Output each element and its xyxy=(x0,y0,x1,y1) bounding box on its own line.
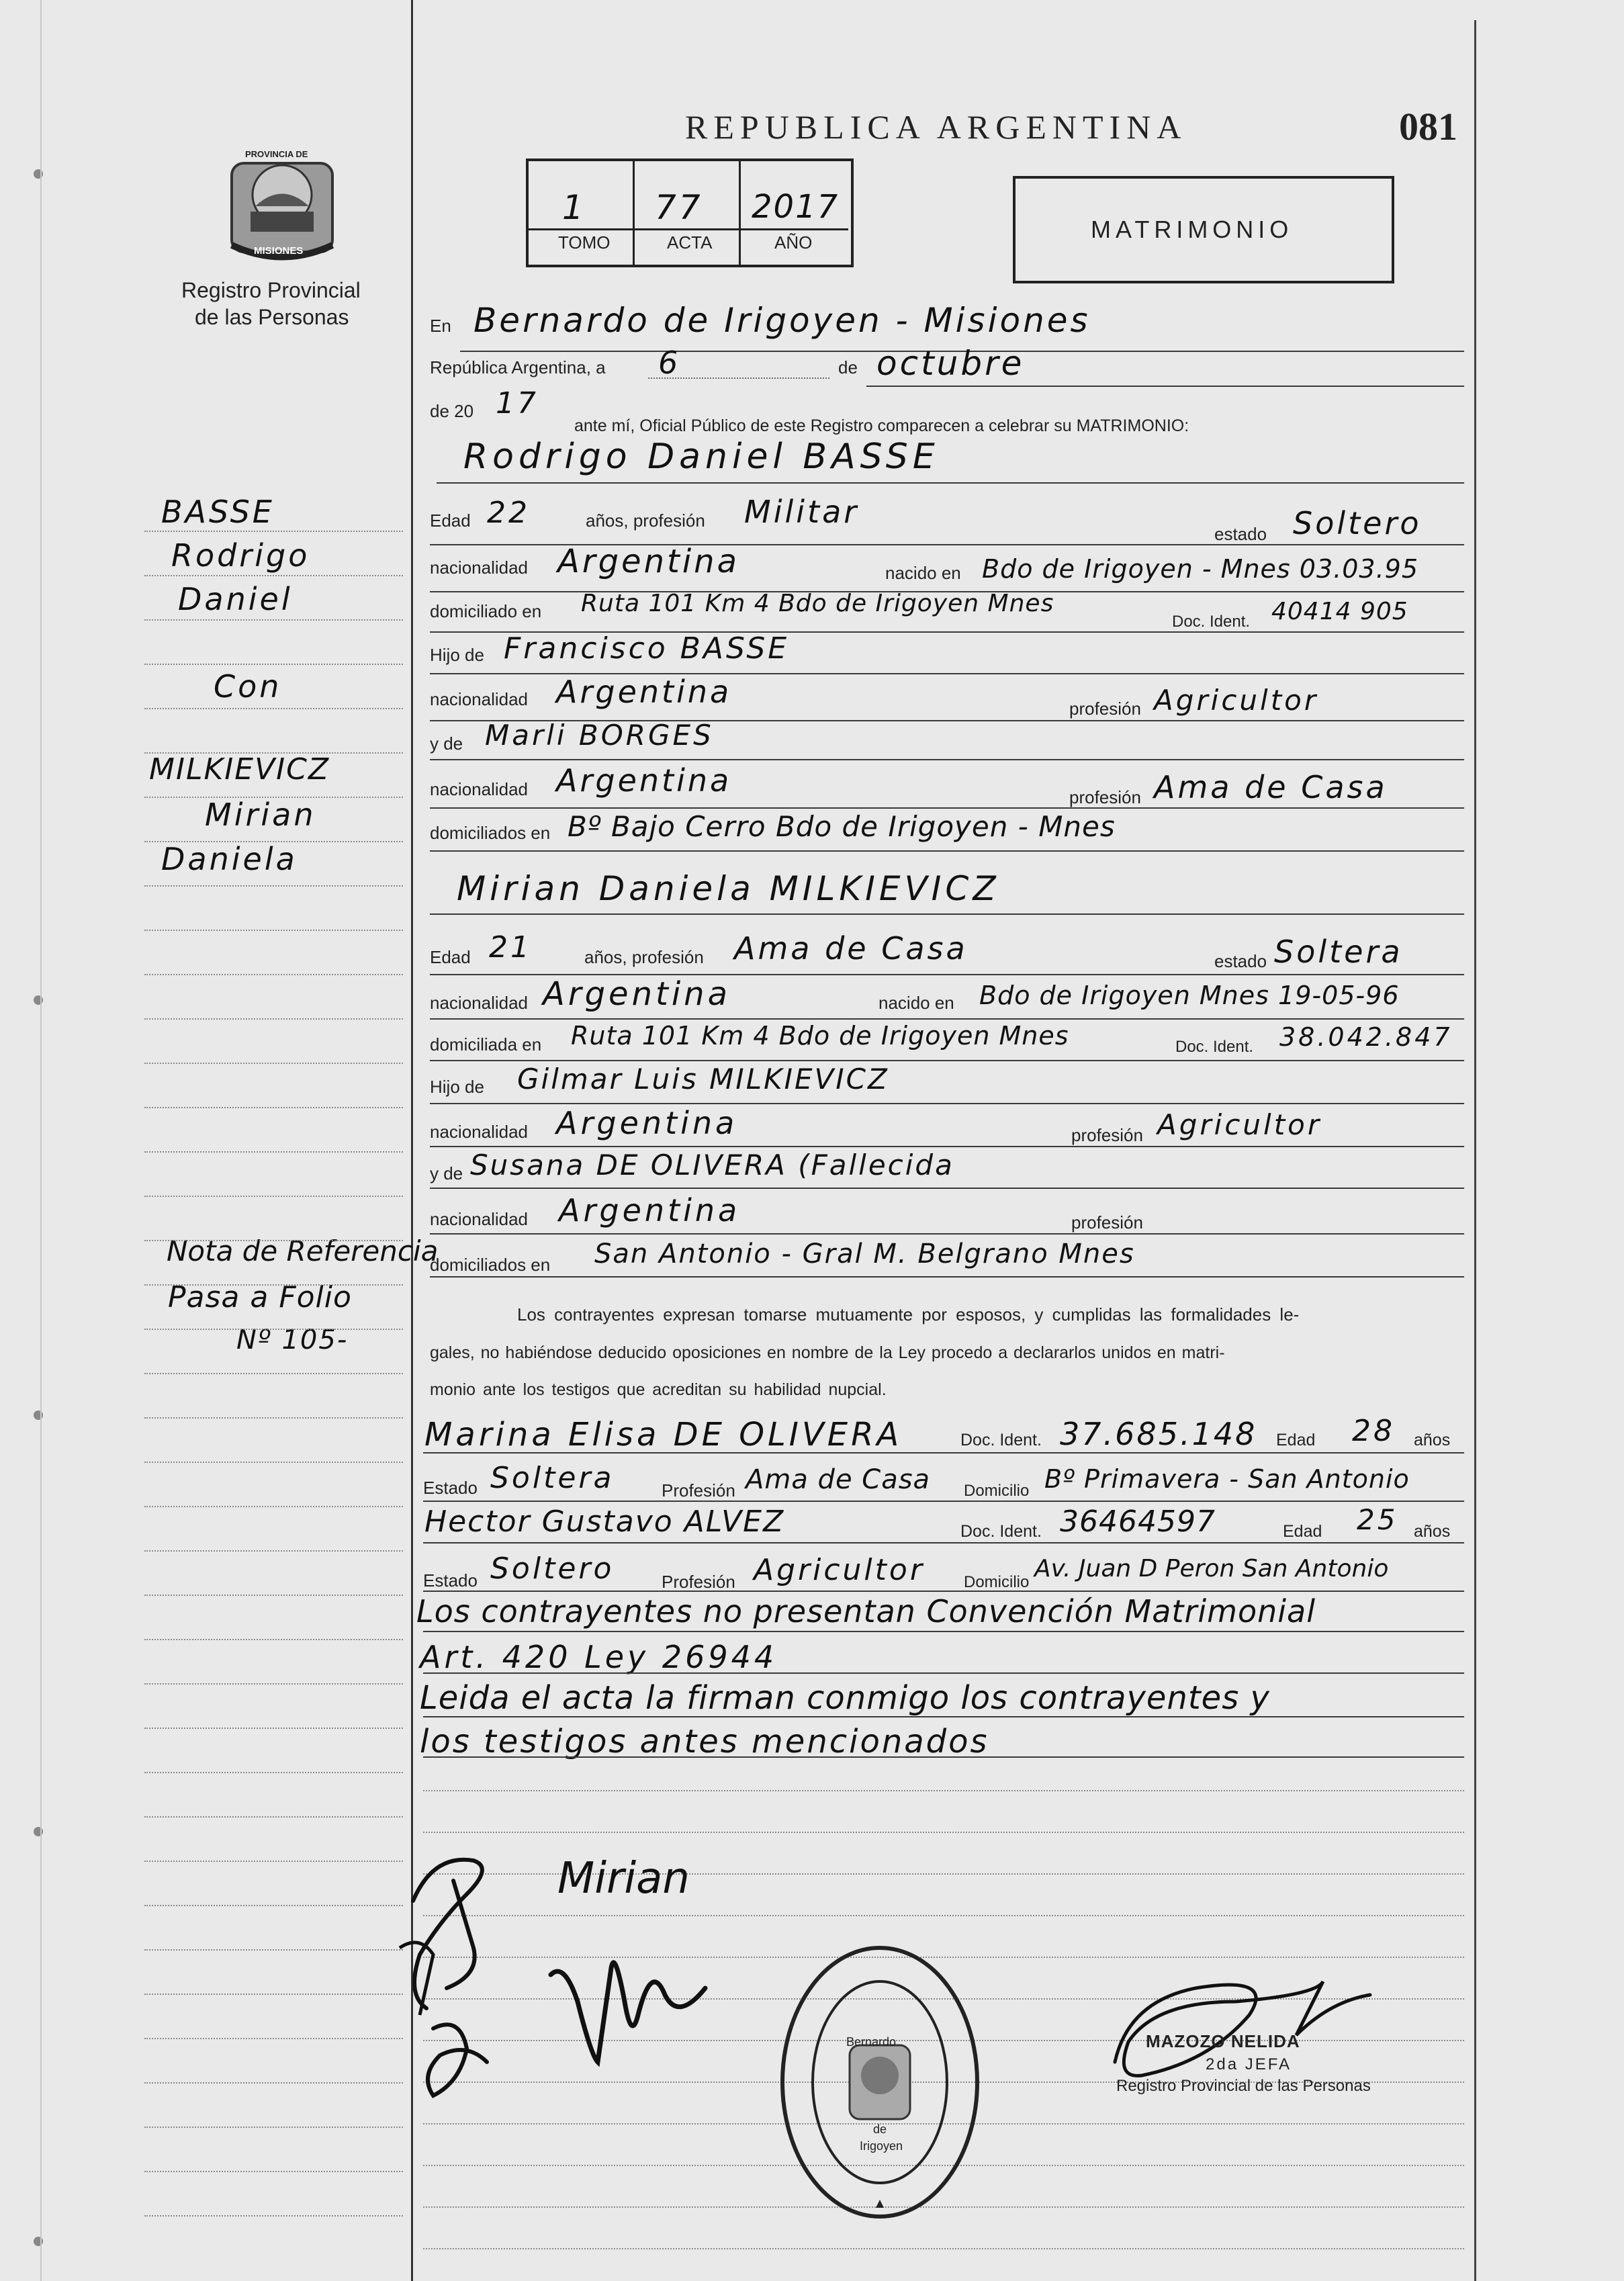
book-reference-box xyxy=(526,159,854,267)
margin-name-3: Daniel xyxy=(178,581,293,617)
margin-rule-line xyxy=(144,1417,403,1419)
acta-label: ACTA xyxy=(667,232,713,253)
margin-rule-line xyxy=(144,1151,403,1153)
margin-rule-line xyxy=(144,1063,403,1064)
rule-line xyxy=(648,377,829,379)
note-line-4: los testigos antes mencionados xyxy=(420,1723,989,1760)
groom-domicile: Ruta 101 Km 4 Bdo de Irigoyen Mnes xyxy=(581,590,1054,617)
lower-rule-line xyxy=(423,2248,1464,2249)
margin-rule-line xyxy=(144,885,403,887)
intro-day: 6 xyxy=(658,345,681,381)
groom-mother: Marli BORGES xyxy=(485,719,714,752)
witness-2-age: 25 xyxy=(1357,1503,1398,1536)
record-type: MATRIMONIO xyxy=(1091,216,1294,243)
declaration-line-1: Los contrayentes expresan tomarse mutuamente por esposos, y cumplidas las formalidades le- xyxy=(517,1304,1300,1325)
rule-line xyxy=(423,1591,1464,1592)
bride-nationality: Argentina xyxy=(543,975,731,1013)
country-title: REPUBLICA ARGENTINA xyxy=(685,108,1187,146)
bride-mother-prof-label: profesión xyxy=(1071,1212,1143,1233)
margin-rule-line xyxy=(144,1196,403,1197)
margin-rule-line xyxy=(144,708,403,709)
margin-rule-line xyxy=(144,1728,403,1729)
margin-rule-line xyxy=(144,1107,403,1108)
page-fold-shadow xyxy=(40,0,42,2281)
bride-nat-label: nacionalidad xyxy=(430,993,529,1013)
bride-father-nat-label: nacionalidad xyxy=(430,1122,529,1142)
anio-value: 2017 xyxy=(752,188,840,226)
rule-line xyxy=(423,1716,1464,1717)
witness-2-years-label: años xyxy=(1414,1522,1451,1541)
witness-1-status: Soltera xyxy=(490,1461,615,1495)
witness-2-age-label: Edad xyxy=(1283,1522,1322,1541)
stamp-inner-line-3: Irigoyen xyxy=(860,2139,903,2153)
witness-1-doc-label: Doc. Ident. xyxy=(960,1431,1042,1449)
official-office: Registro Provincial de las Personas xyxy=(1116,2077,1371,2095)
note-line-3: Leida el acta la firman conmigo los contrayentes y xyxy=(420,1679,1270,1717)
margin-name-2: Rodrigo xyxy=(171,537,310,574)
intro-statement: ante mí, Oficial Público de este Registro comparecen a celebrar su MATRIMONIO: xyxy=(574,416,1189,435)
witness-1-prof: Ama de Casa xyxy=(746,1464,931,1495)
intro-de-label: de xyxy=(838,357,858,377)
margin-rule-line xyxy=(144,1905,403,1906)
groom-doc-label: Doc. Ident. xyxy=(1172,613,1251,631)
bride-signature: Mirian xyxy=(557,1854,690,1904)
margin-name-1: BASSE xyxy=(161,494,275,530)
witness-1-doc: 37.685.148 xyxy=(1060,1416,1257,1452)
groom-father-label: Hijo de xyxy=(430,645,484,665)
rule-line xyxy=(430,850,1464,852)
rule-line xyxy=(430,1060,1464,1061)
margin-rule-line xyxy=(144,1329,403,1330)
groom-status-label: estado xyxy=(1214,524,1267,544)
bride-age: 21 xyxy=(489,930,532,965)
margin-rule-line xyxy=(144,1994,403,1995)
margin-rule-line xyxy=(144,1550,403,1552)
groom-nat-label: nacionalidad xyxy=(430,557,529,578)
bride-mother-label: y de xyxy=(430,1163,463,1183)
groom-mother-nat: Argentina xyxy=(556,762,732,799)
groom-father-prof-label: profesión xyxy=(1069,699,1141,719)
margin-name-6: Daniela xyxy=(161,841,298,877)
groom-age-label: Edad xyxy=(430,510,471,531)
margin-rule-line xyxy=(144,1462,403,1463)
margin-rule-line xyxy=(144,1284,403,1286)
witness-2-status: Soltero xyxy=(490,1552,615,1586)
margin-rule-line xyxy=(144,2171,403,2172)
rule-line xyxy=(437,482,1464,484)
bride-doc: 38.042.847 xyxy=(1279,1022,1453,1052)
bride-status: Soltera xyxy=(1274,934,1403,970)
bride-domicile-label: domiciliada en xyxy=(430,1034,542,1055)
groom-mother-label: y de xyxy=(430,733,463,754)
groom-mother-prof: Ama de Casa xyxy=(1154,769,1388,805)
margin-rule-line xyxy=(144,2127,403,2128)
rule-line xyxy=(423,1672,1464,1674)
registry-name-1: Registro Provincial xyxy=(181,278,361,302)
declaration-line-2: gales, no habiéndose deducido oposiciones en nombre de la Ley procedo a declararlos unidos en matri- xyxy=(430,1343,1225,1362)
bride-parents-dom-label: domiciliados en xyxy=(430,1255,551,1275)
official-name: MAZOZO NELIDA xyxy=(1146,2031,1300,2051)
witness-1-age-label: Edad xyxy=(1276,1431,1316,1449)
margin-rule-line xyxy=(144,797,403,798)
bride-profession: Ama de Casa xyxy=(734,930,968,967)
rule-line xyxy=(430,1018,1464,1020)
lower-rule-line xyxy=(423,1790,1464,1791)
bride-born-label: nacido en xyxy=(878,993,954,1013)
rule-line xyxy=(423,1756,1464,1758)
note-line-1: Los contrayentes no presentan Convención Matrimonial xyxy=(416,1593,1316,1629)
bride-born: Bdo de Irigoyen Mnes 19-05-96 xyxy=(979,981,1400,1010)
witness-2-prof: Agricultor xyxy=(754,1553,925,1587)
margin-rule-line xyxy=(144,1018,403,1020)
groom-profession: Militar xyxy=(744,494,860,530)
declaration-line-3: monio ante los testigos que acreditan su habilidad nupcial. xyxy=(430,1380,887,1399)
intro-month: octubre xyxy=(876,344,1025,383)
margin-rule-line xyxy=(144,1639,403,1640)
page-number: 081 xyxy=(1399,105,1457,148)
groom-mother-nat-label: nacionalidad xyxy=(430,779,529,799)
bride-domicile: Ruta 101 Km 4 Bdo de Irigoyen Mnes xyxy=(571,1021,1069,1050)
rule-line xyxy=(430,1146,1464,1147)
margin-note-3: Nº 105- xyxy=(236,1325,349,1355)
bride-father-prof: Agricultor xyxy=(1157,1108,1322,1141)
witness-1-dom: Bº Primavera - San Antonio xyxy=(1044,1464,1410,1494)
anio-label: AÑO xyxy=(774,232,813,253)
margin-rule-line xyxy=(144,2038,403,2039)
margin-rule-line xyxy=(144,664,403,665)
bride-mother-nat: Argentina xyxy=(559,1192,741,1228)
margin-rule-line xyxy=(144,974,403,975)
rule-line xyxy=(423,1501,1464,1502)
witness-2-dom-label: Domicilio xyxy=(964,1573,1030,1591)
rule-line xyxy=(866,386,1464,387)
rule-line xyxy=(423,1452,1464,1453)
bride-father-label: Hijo de xyxy=(430,1077,484,1097)
margin-rule-line xyxy=(144,1816,403,1818)
rule-line xyxy=(430,1276,1464,1278)
groom-father: Francisco BASSE xyxy=(504,631,790,666)
anio-cell xyxy=(741,161,848,265)
intro-year-suffix: 17 xyxy=(496,386,539,420)
groom-years-profession-label: años, profesión xyxy=(586,510,705,531)
groom-father-nat-label: nacionalidad xyxy=(430,689,529,709)
margin-note-2: Pasa a Folio xyxy=(168,1280,352,1314)
stamp-inner-line-2: de xyxy=(873,2122,887,2136)
stamp-inner-line-1: Bernardo xyxy=(846,2035,897,2049)
registry-official-stamp xyxy=(772,1934,987,2230)
bride-mother-nat-label: nacionalidad xyxy=(430,1209,529,1229)
witness-2-name: Hector Gustavo ALVEZ xyxy=(424,1505,785,1539)
margin-rule-line xyxy=(144,1861,403,1862)
official-signature xyxy=(1101,1961,1384,2096)
margin-rule-line xyxy=(144,2082,403,2084)
margin-name-5: Mirian xyxy=(205,797,316,833)
margin-rule-line xyxy=(144,619,403,621)
groom-full-name: Rodrigo Daniel BASSE xyxy=(463,437,940,477)
witness-1-name: Marina Elisa DE OLIVERA xyxy=(424,1416,903,1453)
registry-name-2: de las Personas xyxy=(195,305,349,329)
bride-parents-dom: San Antonio - Gral M. Belgrano Mnes xyxy=(594,1239,1135,1269)
margin-note-1: Nota de Referencia xyxy=(167,1235,439,1267)
bride-father: Gilmar Luis MILKIEVICZ xyxy=(517,1063,889,1095)
bride-mother: Susana DE OLIVERA (Fallecida xyxy=(470,1149,954,1181)
seal-bottom-text: MISIONES xyxy=(254,245,304,257)
intro-year-prefix: de 20 xyxy=(430,401,474,421)
witness-2-doc-label: Doc. Ident. xyxy=(960,1522,1042,1541)
groom-father-nat: Argentina xyxy=(556,674,732,710)
note-line-2: Art. 420 Ley 26944 xyxy=(420,1639,778,1675)
margin-rule-line xyxy=(144,752,403,754)
margin-rule-line xyxy=(144,1595,403,1596)
margin-con: Con xyxy=(214,668,282,705)
intro-place: Bernardo de Irigoyen - Misiones xyxy=(473,301,1091,340)
intro-republic-label: República Argentina, a xyxy=(430,357,606,377)
rule-line xyxy=(430,1103,1464,1104)
rule-line xyxy=(430,1233,1464,1235)
witness-2-prof-label: Profesión xyxy=(662,1572,735,1592)
rule-line xyxy=(430,807,1464,809)
lower-rule-line xyxy=(423,1832,1464,1833)
groom-father-prof: Agricultor xyxy=(1154,684,1319,717)
bride-full-name: Mirian Daniela MILKIEVICZ xyxy=(457,869,1000,908)
witness-2-dom: Av. Juan D Peron San Antonio xyxy=(1034,1555,1389,1582)
witness-signature xyxy=(537,1921,725,2082)
margin-rule-line xyxy=(144,531,403,532)
groom-status: Soltero xyxy=(1293,505,1422,541)
bride-years-profession-label: años, profesión xyxy=(584,947,704,967)
official-role: 2da JEFA xyxy=(1206,2055,1292,2073)
witness-2-status-label: Estado xyxy=(423,1570,478,1591)
bride-doc-label: Doc. Ident. xyxy=(1175,1038,1254,1056)
rule-line xyxy=(423,1542,1464,1544)
rule-line xyxy=(430,913,1464,915)
margin-rule-line xyxy=(144,1373,403,1374)
witness-1-dom-label: Domicilio xyxy=(964,1482,1030,1500)
lower-rule-line xyxy=(423,1915,1464,1916)
margin-rule-line xyxy=(144,930,403,931)
witness-1-years-label: años xyxy=(1414,1431,1451,1449)
bride-father-nat: Argentina xyxy=(556,1105,738,1141)
rule-line xyxy=(430,759,1464,760)
witness-1-status-label: Estado xyxy=(423,1478,478,1498)
groom-parents-dom: Bº Bajo Cerro Bdo de Irigoyen - Mnes xyxy=(568,810,1116,843)
groom-doc: 40414 905 xyxy=(1271,598,1408,625)
book-box-divider xyxy=(529,228,848,230)
intro-en-label: En xyxy=(430,316,451,336)
tomo-label: TOMO xyxy=(558,232,611,253)
page-right-edge xyxy=(1474,20,1476,2281)
margin-rule-line xyxy=(144,1772,403,1773)
margin-rule-line xyxy=(144,1506,403,1507)
margin-rule-line xyxy=(144,841,403,842)
margin-rule-line xyxy=(144,575,403,576)
seal-top-text: PROVINCIA DE xyxy=(245,149,308,159)
tomo-value: 1 xyxy=(562,188,586,227)
record-type-box xyxy=(1013,176,1394,283)
acta-value: 77 xyxy=(655,188,703,227)
groom-nationality: Argentina xyxy=(557,543,739,580)
margin-rule-line xyxy=(144,1240,403,1241)
margin-rule-line xyxy=(144,1683,403,1685)
bride-age-label: Edad xyxy=(430,947,471,967)
witness-2-doc: 36464597 xyxy=(1060,1505,1216,1539)
margin-rule-line xyxy=(144,2215,403,2217)
witness-1-prof-label: Profesión xyxy=(662,1480,735,1501)
bride-status-label: estado xyxy=(1214,951,1267,971)
groom-domicile-label: domiciliado en xyxy=(430,601,542,621)
groom-born: Bdo de Irigoyen - Mnes 03.03.95 xyxy=(982,554,1419,584)
acta-cell xyxy=(635,161,741,265)
groom-mother-prof-label: profesión xyxy=(1069,787,1141,807)
witness-1-age: 28 xyxy=(1352,1414,1395,1448)
groom-parents-dom-label: domiciliados en xyxy=(430,823,551,843)
margin-name-4: MILKIEVICZ xyxy=(149,752,330,787)
margin-rule-line xyxy=(144,1949,403,1951)
rule-line xyxy=(430,1188,1464,1189)
rule-line xyxy=(423,1631,1464,1632)
groom-age: 22 xyxy=(487,496,530,530)
groom-born-label: nacido en xyxy=(885,563,961,583)
bride-father-prof-label: profesión xyxy=(1071,1125,1143,1145)
tomo-cell xyxy=(529,161,635,265)
